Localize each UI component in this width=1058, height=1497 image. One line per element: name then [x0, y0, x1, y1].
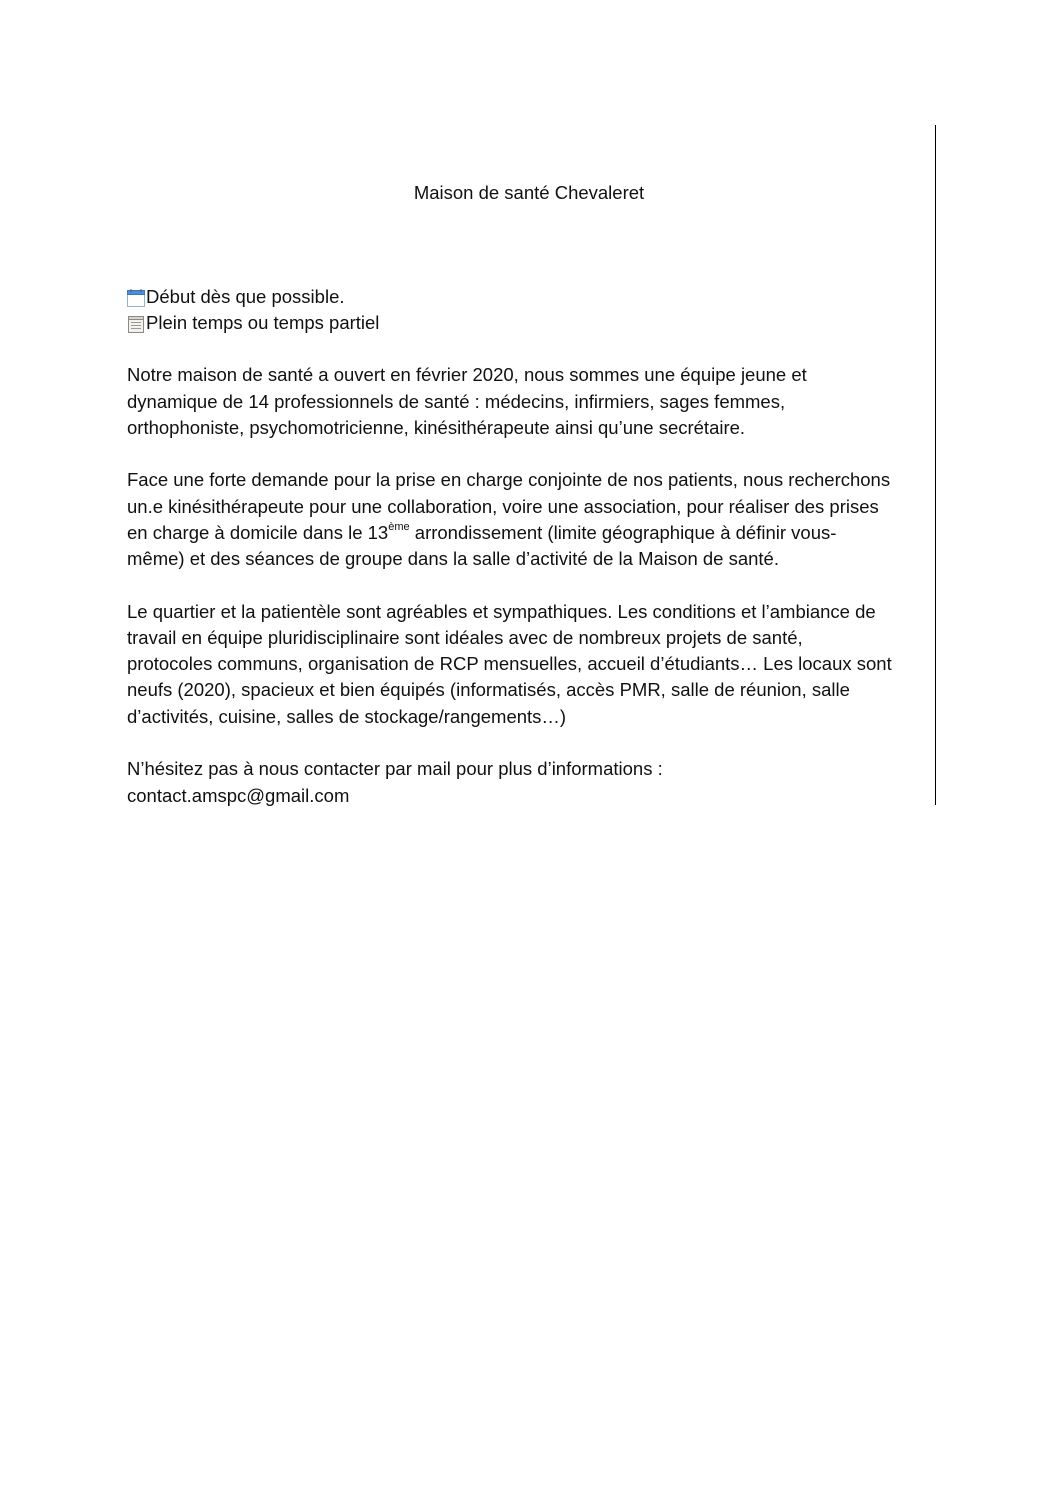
superscript-text: ème [388, 520, 410, 533]
paragraph-line: N’hésitez pas à nous contacter par mail pour plus d’informations : [127, 758, 663, 780]
paragraph-line: neufs (2020), spacieux et bien équipés (informatisés, accès PMR, salle de réunion, salle [127, 679, 850, 701]
paragraph-request [127, 467, 933, 572]
start-date-text: Début dès que possible. [146, 285, 345, 307]
paragraph-line: Le quartier et la patientèle sont agréables et sympathiques. Les conditions et l’ambiance de [127, 600, 876, 622]
paragraph-intro [127, 362, 933, 441]
contact-email[interactable]: contact.amspc@gmail.com [127, 784, 350, 806]
work-time-text: Plein temps ou temps partiel [146, 312, 380, 334]
start-date-line [127, 284, 933, 310]
schedule-list-icon [127, 314, 145, 332]
paragraph-line: même) et des séances de groupe dans la salle d’activité de la Maison de santé. [127, 548, 779, 570]
paragraph-line: Notre maison de santé a ouvert en février 2020, nous sommes une équipe jeune et [127, 364, 807, 386]
paragraph-line: orthophoniste, psychomotricienne, kinésithérapeute ainsi qu’une secrétaire. [127, 416, 746, 438]
paragraph-line: Face une forte demande pour la prise en charge conjointe de nos patients, nous recherchons [127, 469, 891, 491]
paragraph-line: d’activités, cuisine, salles de stockage/rangements…) [127, 705, 567, 727]
document-title: Maison de santé Chevaleret [413, 182, 645, 203]
paragraph-line [127, 520, 933, 546]
paragraph-contact [127, 756, 933, 808]
vertical-rule [935, 125, 936, 805]
document-body [127, 284, 933, 809]
calendar-icon [127, 288, 145, 306]
paragraph-line: protocoles communs, organisation de RCP mensuelles, accueil d’étudiants… Les locaux sont [127, 653, 892, 675]
paragraph-line: un.e kinésithérapeute pour une collaboration, voire une association, pour réaliser des prises [127, 495, 879, 517]
paragraph-line: dynamique de 14 professionnels de santé : médecins, infirmiers, sages femmes, [127, 390, 786, 412]
paragraph-line: travail en équipe pluridisciplinaire sont idéales avec de nombreux projets de santé, [127, 627, 803, 648]
paragraph-text: en charge à domicile dans le 13 [127, 521, 389, 543]
work-time-line [127, 310, 933, 336]
paragraph-text: arrondissement (limite géographique à définir vous- [409, 521, 837, 543]
paragraph-environment [127, 599, 933, 730]
